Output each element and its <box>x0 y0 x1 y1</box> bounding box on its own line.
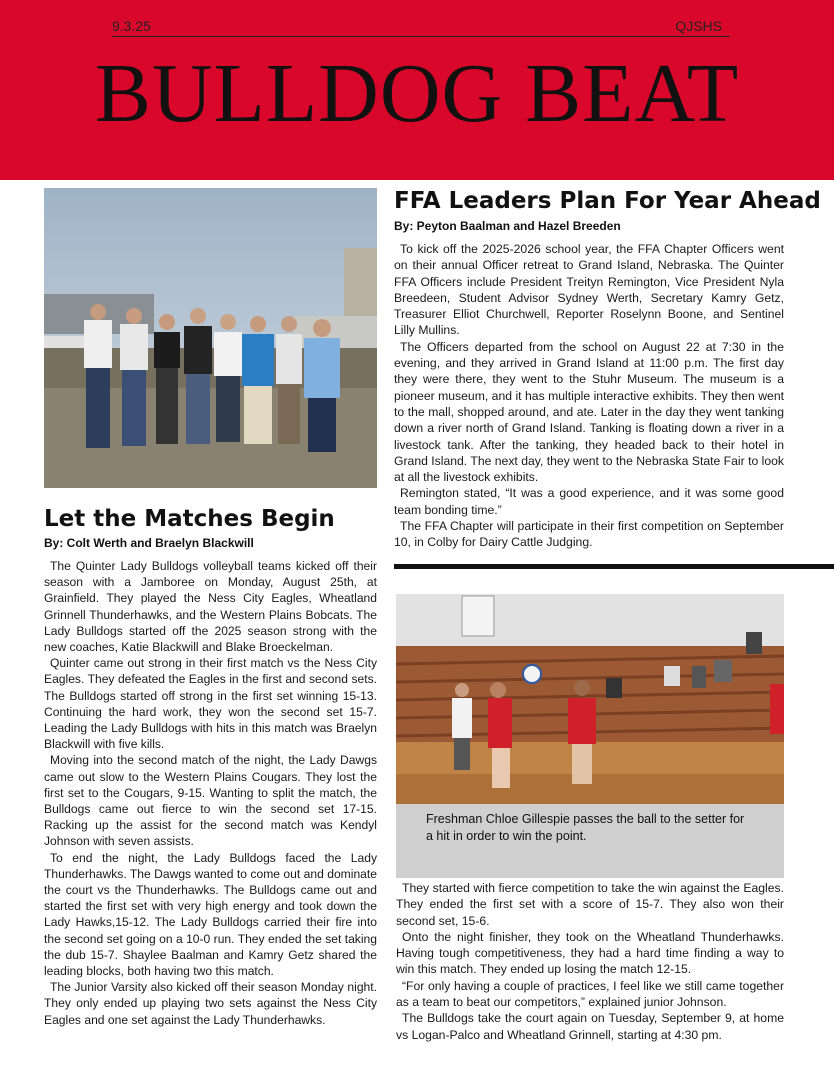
volleyball-article-continued <box>396 880 784 1043</box>
ffa-headline: FFA Leaders Plan For Year Ahead <box>394 188 821 214</box>
volleyball-article-body <box>44 558 377 1028</box>
ffa-article-body <box>394 241 784 551</box>
volleyball-paragraph: Moving into the second match of the night, the Lady Dawgs came out slow to the Western Plains Cougars. They lost the first set to the Cougars, 9-15. Wanting to split the match, the Bulldogs came out fierce to win the second set 17-15. Racking up the assist for the second match was Kendyl Johnson with seven assists. <box>44 753 377 849</box>
ffa-paragraph: To kick off the 2025-2026 school year, the FFA Chapter Officers went on their annual Officer retreat to Grand Island, Nebraska. The Quinter FFA Officers include President Treityn Remington, Vice President Nyla Breedeen, Student Advisor Sydney Werth, Secretary Kamry Getz, Treasurer Elliot Churchwell, Reporter Roselynn Boone, and Sentinel Lilly Mullins. <box>394 242 784 338</box>
volleyball-paragraph: “For only having a couple of practices, I feel like we still came together as a team to beat our competitors,” explained junior Johnson. <box>396 978 784 1010</box>
issue-date: 9.3.25 <box>112 18 151 34</box>
volleyball-headline: Let the Matches Begin <box>44 506 335 532</box>
ffa-paragraph: The FFA Chapter will participate in their first competition on September 10, in Colby for Dairy Cattle Judging. <box>394 519 784 550</box>
newspaper-title: BULLDOG BEAT <box>94 47 740 140</box>
volleyball-paragraph: The Junior Varsity also kicked off their season Monday night. They only ended up playing two sets against the Ness City Eagles and one set against the Lady Thunderhawks. <box>44 980 377 1027</box>
volleyball-paragraph: Quinter came out strong in their first match vs the Ness City Eagles. They defeated the Eagles in the first and second sets. The Bulldogs started off strong in the first set winning 15-13. Continuing the hard work, they won the second set 15-7. Leading the Lady Bulldogs with hits in this match was Braelyn Blackwill with five kills. <box>44 656 377 752</box>
masthead-rule <box>112 36 730 37</box>
volleyball-paragraph: Onto the night finisher, they took on the Wheatland Thunderhawks. Having tough competitiveness, they had a hard time finding a way to win this match. They ended up losing the match 12-15. <box>396 929 784 977</box>
volleyball-paragraph: The Bulldogs take the court again on Tuesday, September 9, at home vs Logan-Palco and Wheatland Grinnell, starting at 4:30 pm. <box>396 1011 784 1042</box>
school-name: QJSHS <box>675 18 722 34</box>
ffa-paragraph: Remington stated, “It was a good experience, and it was some good team bonding time.” <box>394 486 784 517</box>
volleyball-paragraph: The Quinter Lady Bulldogs volleyball teams kicked off their season with a Jamboree on Monday, August 25th, at Grainfield. They played the Ness City Eagles, Wheatland Grinnell Thunderhawks, and the Western Plains Bobcats. The Lady Bulldogs started off the 2025 season strong with the new coaches, Katie Blackwill and Blake Broeckelman. <box>44 559 377 655</box>
ffa-byline: By: Peyton Baalman and Hazel Breeden <box>394 219 621 233</box>
ffa-paragraph: The Officers departed from the school on August 22 at 7:30 in the evening, and they arrived in Grand Island at 11:00 p.m. The first day they were there, they went to the Stuhr Museum. The museum is a pioneer museum, and it has multiple interactive exhibits. They then went to the mall, shopped around, and ate. Later in the day they went tanking down a river north of Grand Island. Tanking is floating down a river in a livestock tank. After the tanking, they headed back to their hotel in Grand Island. The next day, they went to the Nebraska State Fair to look at all the livestock exhibits. <box>394 339 784 485</box>
volleyball-byline: By: Colt Werth and Braelyn Blackwill <box>44 536 254 550</box>
volleyball-photo <box>396 594 784 804</box>
section-divider <box>394 564 834 569</box>
masthead <box>0 0 834 180</box>
photo-caption: Freshman Chloe Gillespie passes the ball to the setter for a hit in order to win the point. <box>396 804 784 878</box>
volleyball-paragraph: They started with fierce competition to take the win against the Eagles. They ended the first set with a score of 15-7. They also won their second set, 15-6. <box>396 881 784 928</box>
ffa-group-photo <box>44 188 377 488</box>
volleyball-paragraph: To end the night, the Lady Bulldogs faced the Lady Thunderhawks. The Dawgs wanted to come out and dominate the court vs the Thunderhawks. The Bulldogs came out and started the first set with very high energy and took down the Lady Hawks,15-12. The Lady Bulldogs carried their fire into the second set going on a 10-0 run. They ended the set taking the dub 15-7. Shaylee Baalman and Kamry Getz shared the leading blocks, both having two this match. <box>44 850 377 979</box>
